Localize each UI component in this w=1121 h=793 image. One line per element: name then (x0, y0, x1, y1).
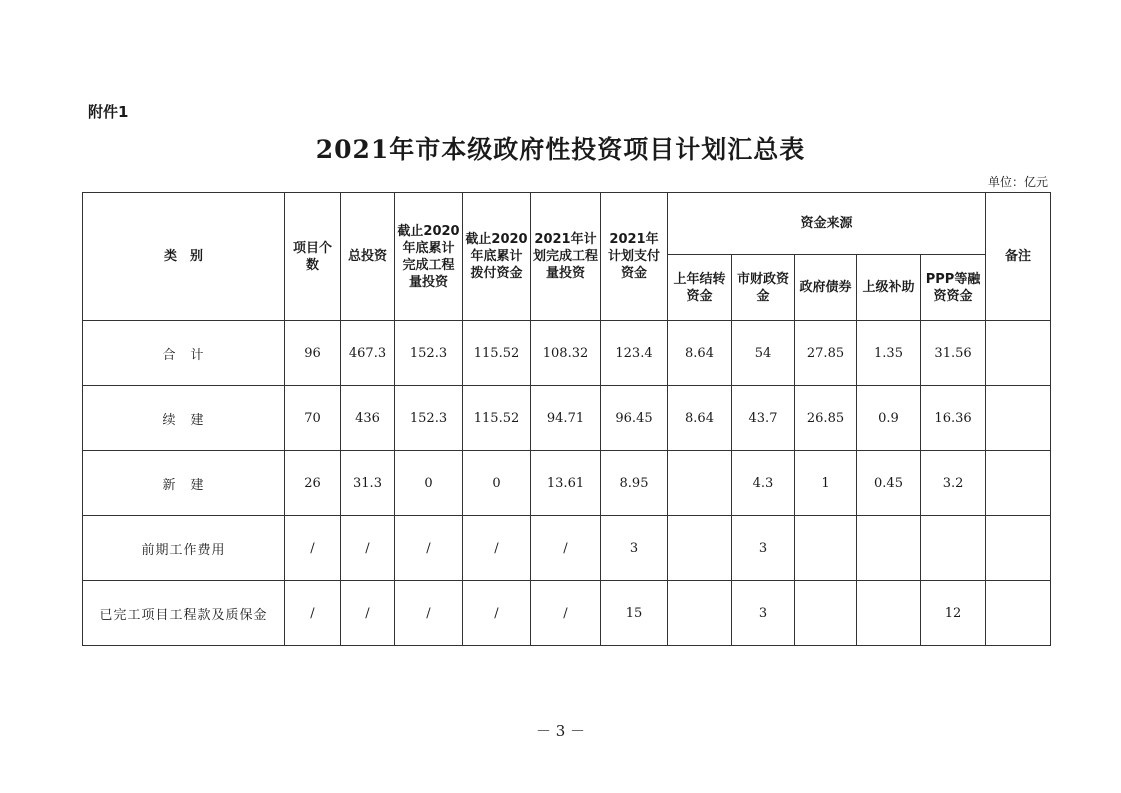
cell-plan-pay-2021: 8.95 (601, 451, 668, 516)
cell-paid-2020: 115.52 (463, 386, 531, 451)
cell-subsidy (857, 516, 921, 581)
cell-total: 436 (341, 386, 395, 451)
cell-ppp: 3.2 (921, 451, 986, 516)
cell-paid-2020: 115.52 (463, 321, 531, 386)
table-row-preliminary (83, 516, 1051, 581)
attachment-label: 附件1 (88, 103, 129, 121)
cell-ppp (921, 516, 986, 581)
cell-count: / (285, 581, 341, 646)
cell-category: 新 建 (83, 451, 285, 516)
cell-fiscal: 4.3 (732, 451, 795, 516)
cell-notes (986, 581, 1051, 646)
cell-fiscal: 54 (732, 321, 795, 386)
table-row-new (83, 451, 1051, 516)
header-plan-complete-2021: 2021年计划完成工程量投资 (531, 193, 601, 321)
cell-notes (986, 386, 1051, 451)
cell-ppp: 12 (921, 581, 986, 646)
header-count: 项目个数 (285, 193, 341, 321)
cell-fiscal: 3 (732, 516, 795, 581)
cell-subsidy (857, 581, 921, 646)
page-title: 2021年市本级政府性投资项目计划汇总表 (315, 135, 806, 164)
cell-count: 96 (285, 321, 341, 386)
header-carryover: 上年结转资金 (668, 255, 732, 321)
cell-total: 31.3 (341, 451, 395, 516)
cell-carryover: 8.64 (668, 386, 732, 451)
table-row-completed-projects (83, 581, 1051, 646)
cell-subsidy: 0.9 (857, 386, 921, 451)
cell-completed-2020: 0 (395, 451, 463, 516)
cell-plan-complete-2021: 108.32 (531, 321, 601, 386)
cell-paid-2020: 0 (463, 451, 531, 516)
cell-count: 70 (285, 386, 341, 451)
cell-subsidy: 1.35 (857, 321, 921, 386)
cell-bonds: 27.85 (795, 321, 857, 386)
header-paid-2020: 截止2020年底累计拨付资金 (463, 193, 531, 321)
header-subsidy: 上级补助 (857, 255, 921, 321)
cell-plan-complete-2021: / (531, 581, 601, 646)
cell-plan-pay-2021: 96.45 (601, 386, 668, 451)
cell-carryover (668, 451, 732, 516)
header-funding-source: 资金来源 (668, 193, 986, 255)
summary-table (82, 192, 1051, 646)
cell-count: / (285, 516, 341, 581)
cell-plan-complete-2021: 94.71 (531, 386, 601, 451)
cell-bonds: 1 (795, 451, 857, 516)
cell-plan-pay-2021: 123.4 (601, 321, 668, 386)
cell-carryover: 8.64 (668, 321, 732, 386)
cell-count: 26 (285, 451, 341, 516)
header-total: 总投资 (341, 193, 395, 321)
header-fiscal: 市财政资金 (732, 255, 795, 321)
cell-carryover (668, 516, 732, 581)
cell-carryover (668, 581, 732, 646)
cell-fiscal: 3 (732, 581, 795, 646)
cell-paid-2020: / (463, 516, 531, 581)
cell-bonds (795, 581, 857, 646)
header-notes: 备注 (986, 193, 1051, 321)
table-row-total (83, 321, 1051, 386)
cell-ppp: 31.56 (921, 321, 986, 386)
cell-category: 前期工作费用 (83, 516, 285, 581)
table-row-continuing (83, 386, 1051, 451)
cell-notes (986, 516, 1051, 581)
cell-completed-2020: / (395, 516, 463, 581)
cell-plan-complete-2021: / (531, 516, 601, 581)
unit-label: 单位：亿元 (987, 175, 1048, 189)
cell-notes (986, 451, 1051, 516)
cell-category: 已完工项目工程款及质保金 (83, 581, 285, 646)
cell-category: 合 计 (83, 321, 285, 386)
table-body (83, 321, 1051, 646)
cell-ppp: 16.36 (921, 386, 986, 451)
cell-category: 续 建 (83, 386, 285, 451)
header-bonds: 政府债券 (795, 255, 857, 321)
cell-total: / (341, 516, 395, 581)
cell-notes (986, 321, 1051, 386)
cell-total: 467.3 (341, 321, 395, 386)
cell-paid-2020: / (463, 581, 531, 646)
cell-bonds: 26.85 (795, 386, 857, 451)
header-ppp: PPP等融资资金 (921, 255, 986, 321)
cell-total: / (341, 581, 395, 646)
header-category: 类 别 (83, 193, 285, 321)
header-completed-2020: 截止2020年底累计完成工程量投资 (395, 193, 463, 321)
cell-completed-2020: 152.3 (395, 321, 463, 386)
cell-subsidy: 0.45 (857, 451, 921, 516)
cell-plan-pay-2021: 3 (601, 516, 668, 581)
cell-fiscal: 43.7 (732, 386, 795, 451)
cell-completed-2020: / (395, 581, 463, 646)
header-plan-pay-2021: 2021年计划支付资金 (601, 193, 668, 321)
cell-plan-complete-2021: 13.61 (531, 451, 601, 516)
page-number: － 3 － (535, 722, 586, 740)
cell-plan-pay-2021: 15 (601, 581, 668, 646)
cell-bonds (795, 516, 857, 581)
cell-completed-2020: 152.3 (395, 386, 463, 451)
